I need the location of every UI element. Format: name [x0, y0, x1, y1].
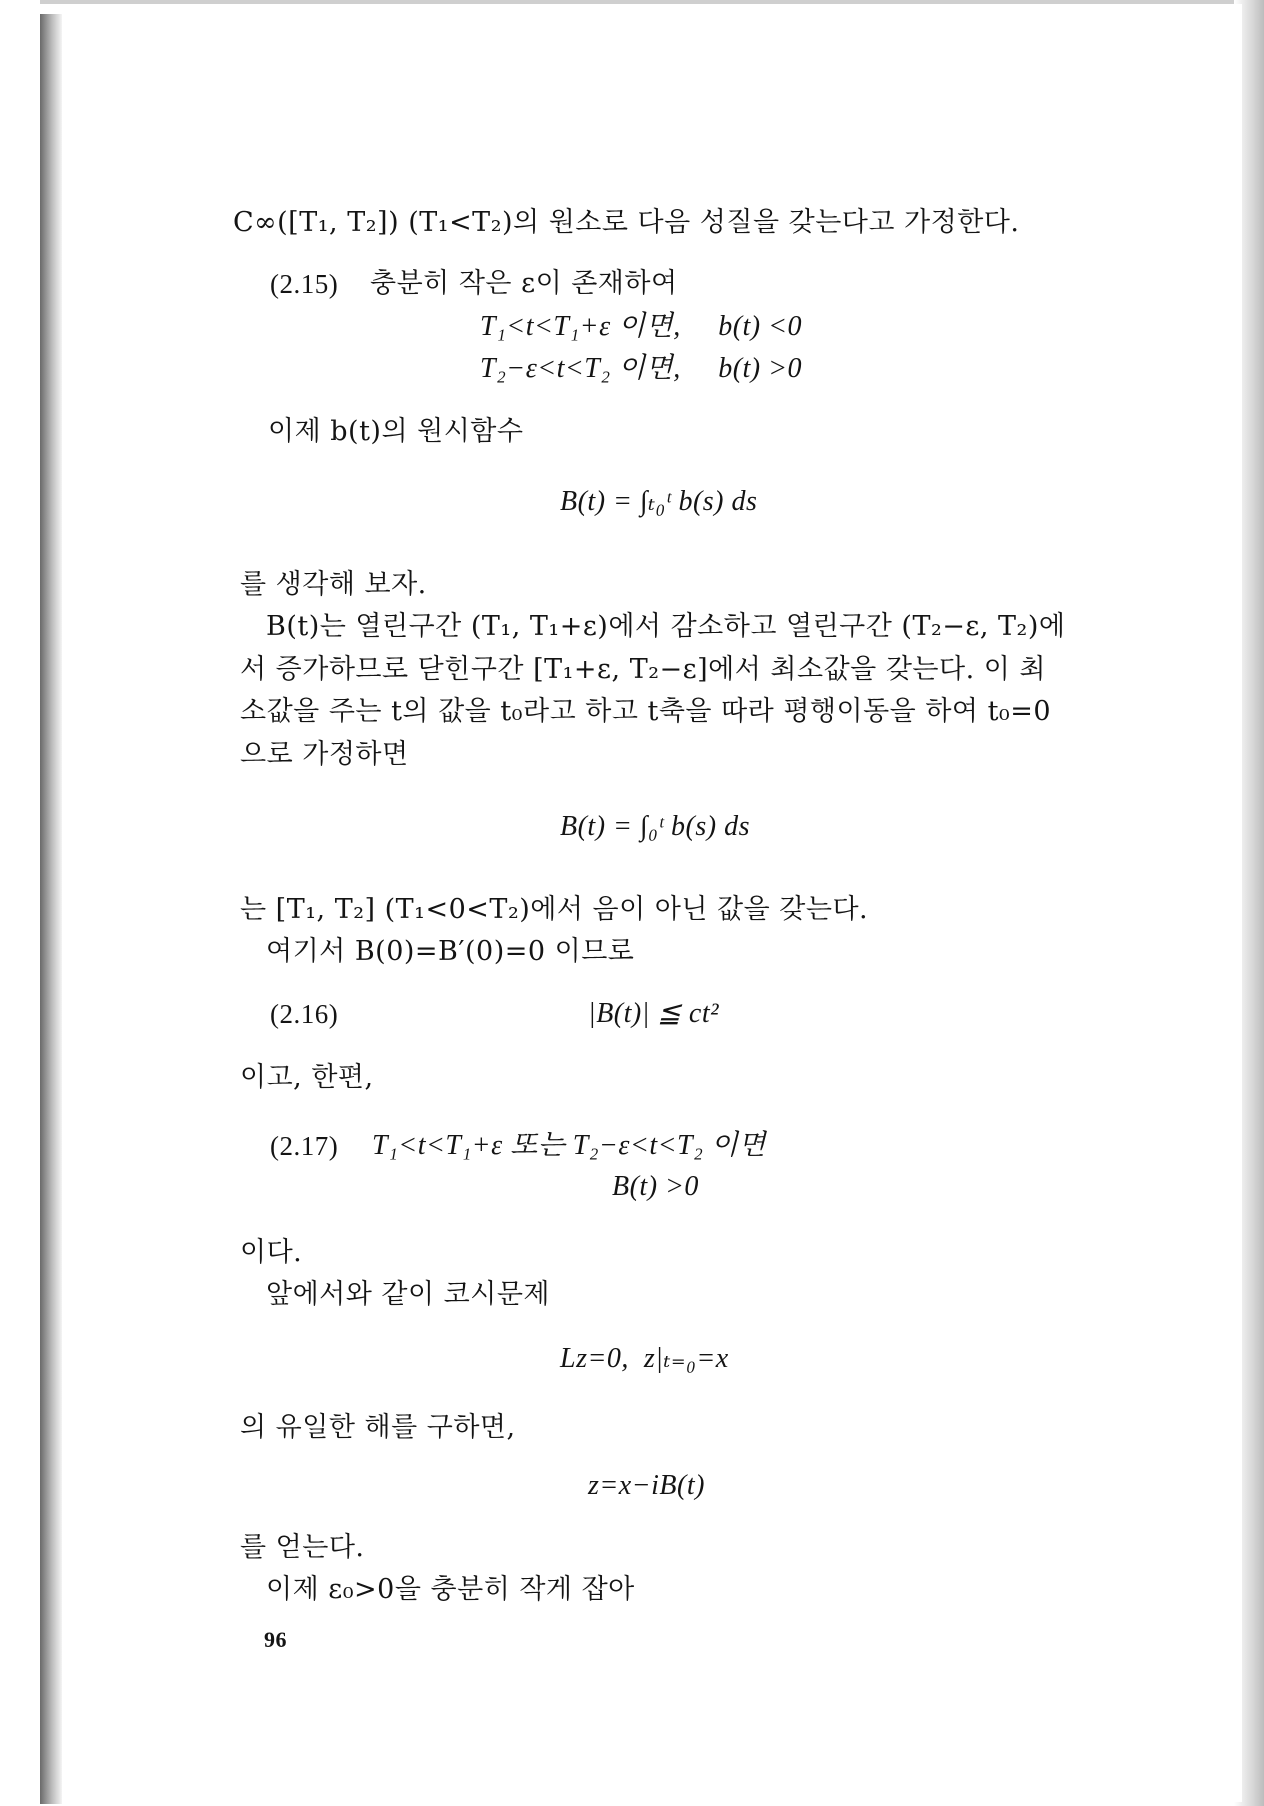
display-equation: Lz=0, z|ₜ₌₀=x — [560, 1343, 729, 1374]
equation-label: (2.16) — [270, 999, 339, 1029]
text-line: 이제 b(t)의 원시함수 — [268, 416, 524, 447]
text-line: 를 얻는다. — [240, 1532, 365, 1563]
condition-line: T₁<t<T₁+ε 이면, b(t) <0 — [480, 311, 803, 342]
page-number: 96 — [264, 1627, 287, 1652]
text-line: 이제 ε₀>0을 충분히 작게 잡아 — [266, 1574, 635, 1605]
text-line: B(t)는 열린구간 (T₁, T₁+ε)에서 감소하고 열린구간 (T₂−ε, T₂)에 — [266, 611, 1066, 642]
text-line: 는 [T₁, T₂] (T₁<0<T₂)에서 음이 아닌 값을 갖는다. — [240, 894, 869, 925]
text-line: 서 증가하므로 닫힌구간 [T₁+ε, T₂−ε]에서 최소값을 갖는다. 이 최 — [240, 654, 1047, 685]
text-line: C∞([T₁, T₂]) (T₁<T₂)의 원소로 다음 성질을 갖는다고 가정한다. — [233, 207, 1020, 238]
page-left-edge — [40, 14, 62, 1804]
text-line: 충분히 작은 ε이 존재하여 — [370, 268, 678, 299]
text-line: 의 유일한 해를 구하면, — [240, 1412, 516, 1443]
condition-line: T₁<t<T₁+ε 또는 T₂−ε<t<T₂ 이면 — [372, 1130, 766, 1161]
text-line: 를 생각해 보자. — [240, 569, 427, 600]
display-equation: B(t) = ∫ₜ₀ᵗ b(s) ds — [560, 486, 758, 517]
text-line: 으로 가정하면 — [240, 739, 409, 770]
equation-label: (2.17) — [270, 1131, 339, 1161]
text-line: 여기서 B(0)=B′(0)=0 이므로 — [266, 936, 635, 967]
display-equation: B(t) = ∫₀ᵗ b(s) ds — [560, 811, 750, 842]
text-line: 소값을 주는 t의 값을 t₀라고 하고 t축을 따라 평행이동을 하여 t₀=0 — [240, 696, 1052, 727]
display-equation: z=x−iB(t) — [588, 1470, 705, 1501]
text-line: 이고, 한편, — [240, 1062, 374, 1093]
condition-line: B(t) >0 — [612, 1171, 699, 1202]
text-line: 이다. — [240, 1237, 303, 1268]
equation-label: (2.15) — [270, 269, 339, 299]
condition-line: T₂−ε<t<T₂ 이면, b(t) >0 — [480, 353, 803, 384]
display-equation: |B(t)| ≦ ct² — [588, 998, 719, 1029]
text-line: 앞에서와 같이 코시문제 — [266, 1279, 550, 1310]
